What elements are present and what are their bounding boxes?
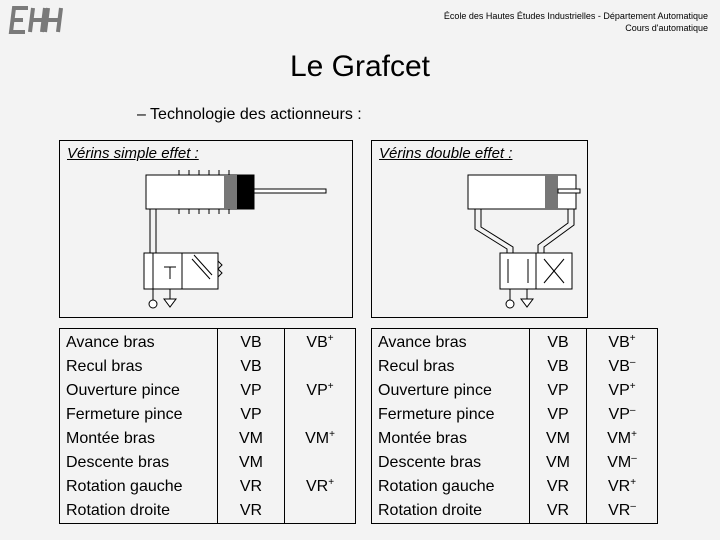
command-name: VB: [608, 358, 630, 375]
command-cell: [587, 475, 658, 499]
command-sign: –: [630, 501, 636, 512]
command-sign: +: [329, 429, 335, 440]
action-name: Descente bras: [60, 451, 218, 475]
cylinder-code: VP: [218, 403, 285, 427]
cylinder-code: VP: [530, 379, 587, 403]
command-cell: [587, 499, 658, 524]
course-name: Cours d'automatique: [625, 23, 708, 33]
command-cell: [587, 355, 658, 379]
page-title: Le Grafcet: [289, 50, 431, 83]
cylinder-code: VR: [218, 499, 285, 524]
single-acting-table: [59, 328, 356, 524]
table-row: [372, 451, 658, 475]
command-cell: [285, 355, 356, 379]
cylinder-code: VM: [530, 451, 587, 475]
single-acting-panel: [59, 140, 353, 318]
action-name: Recul bras: [372, 355, 530, 379]
command-cell: [285, 329, 356, 356]
table-row: [372, 499, 658, 524]
double-acting-table: [371, 328, 658, 524]
command-cell: [587, 329, 658, 356]
table-row: [60, 329, 356, 356]
action-name: Montée bras: [60, 427, 218, 451]
action-name: Ouverture pince: [60, 379, 218, 403]
command-sign: –: [629, 405, 636, 416]
cylinder-code: VB: [530, 329, 587, 356]
action-name: Avance bras: [372, 329, 530, 356]
table-row: [60, 427, 356, 451]
action-name: Ouverture pince: [372, 379, 530, 403]
action-name: Avance bras: [60, 329, 218, 356]
school-name: École des Hautes Études Industrielles - Département Automatique: [443, 11, 708, 21]
command-sign: +: [327, 381, 334, 392]
action-name: Recul bras: [60, 355, 218, 379]
cylinder-code: VR: [218, 475, 285, 499]
command-cell: [587, 403, 658, 427]
command-sign: +: [629, 381, 636, 392]
action-name: Montée bras: [372, 427, 530, 451]
command-sign: +: [630, 477, 637, 488]
command-name: VP: [306, 382, 328, 399]
command-cell: [285, 379, 356, 403]
action-name: Rotation gauche: [60, 475, 218, 499]
command-name: VM: [305, 430, 330, 447]
table-row: [372, 379, 658, 403]
action-name: Rotation droite: [372, 499, 530, 524]
cylinder-code: VR: [530, 499, 587, 524]
double-acting-title: Vérins double effet :: [379, 145, 513, 162]
command-cell: [285, 403, 356, 427]
command-sign: +: [629, 333, 636, 344]
command-sign: +: [328, 477, 335, 488]
command-cell: [285, 475, 356, 499]
table-row: [60, 403, 356, 427]
cylinder-code: VB: [218, 355, 285, 379]
table-row: [60, 451, 356, 475]
table-row: [372, 475, 658, 499]
table-row: [60, 355, 356, 379]
command-name: VB: [608, 334, 630, 351]
action-name: Fermeture pince: [60, 403, 218, 427]
table-row: [60, 499, 356, 524]
ehei-logo-icon: [6, 5, 66, 35]
cylinder-code: VP: [218, 379, 285, 403]
command-cell: [285, 499, 356, 524]
table-row: [372, 427, 658, 451]
table-row: [60, 379, 356, 403]
command-name: VM: [607, 454, 632, 471]
command-name: VP: [608, 406, 630, 423]
double-acting-panel: [371, 140, 588, 318]
cylinder-code: VR: [530, 475, 587, 499]
command-name: VM: [607, 430, 632, 447]
section-subtitle: – Technologie des actionneurs :: [137, 106, 362, 123]
action-name: Fermeture pince: [372, 403, 530, 427]
command-name: VB: [306, 334, 328, 351]
cylinder-code: VM: [218, 451, 285, 475]
action-name: Descente bras: [372, 451, 530, 475]
cylinder-code: VP: [530, 403, 587, 427]
cylinder-code: VM: [218, 427, 285, 451]
command-sign: +: [631, 429, 637, 440]
command-name: VP: [608, 382, 630, 399]
table-row: [372, 329, 658, 356]
command-sign: –: [631, 453, 637, 464]
single-acting-cylinder-diagram: [60, 141, 352, 317]
single-acting-title: Vérins simple effet :: [67, 145, 199, 162]
command-cell: [587, 427, 658, 451]
cylinder-code: VM: [530, 427, 587, 451]
cylinder-code: VB: [218, 329, 285, 356]
command-sign: +: [327, 333, 334, 344]
command-cell: [587, 379, 658, 403]
table-row: [372, 403, 658, 427]
command-cell: [587, 451, 658, 475]
command-cell: [285, 427, 356, 451]
command-name: VR: [608, 502, 631, 519]
table-row: [372, 355, 658, 379]
command-name: VR: [305, 478, 329, 495]
command-name: VR: [607, 478, 631, 495]
command-sign: –: [629, 357, 636, 368]
action-name: Rotation gauche: [372, 475, 530, 499]
action-name: Rotation droite: [60, 499, 218, 524]
command-cell: [285, 451, 356, 475]
double-acting-cylinder-diagram: [372, 141, 587, 317]
table-row: [60, 475, 356, 499]
cylinder-code: VB: [530, 355, 587, 379]
